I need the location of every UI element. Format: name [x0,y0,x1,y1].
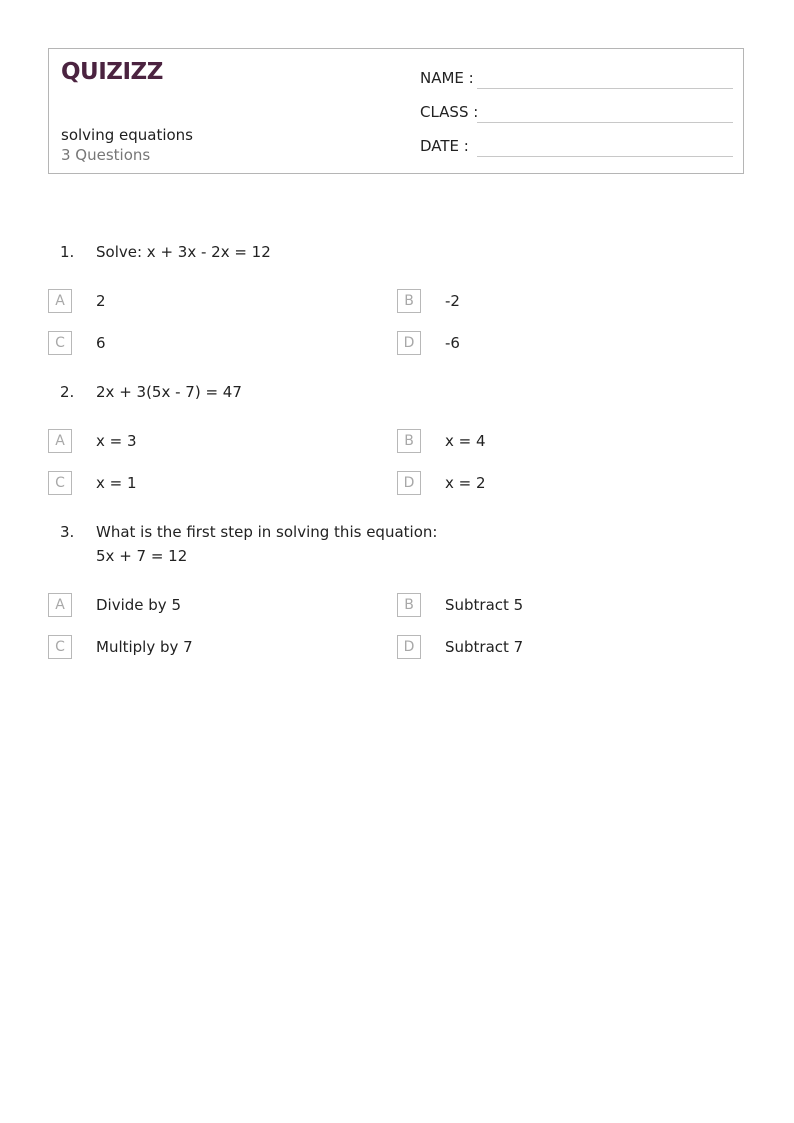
date-field [420,135,733,159]
option-letter-box: B [397,289,421,313]
option-letter-box: D [397,471,421,495]
q3-option-b [397,593,717,617]
option-text: 6 [96,334,106,352]
q1-option-b [397,289,717,313]
option-letter-box: A [48,429,72,453]
quizizz-logo: QUIZIZZ [61,59,163,85]
option-text: x = 3 [96,432,137,450]
q3-option-c [48,635,368,659]
option-text: x = 2 [445,474,486,492]
question-count: 3 Questions [61,146,151,164]
date-label: DATE : [420,137,469,155]
name-field [420,67,733,91]
q2-option-a [48,429,368,453]
q1-option-d [397,331,717,355]
option-letter-box: C [48,635,72,659]
option-letter-box: C [48,471,72,495]
worksheet-header [48,48,744,174]
class-label: CLASS : [420,103,479,121]
question-number: 2. [60,383,75,401]
date-blank-line [477,156,733,157]
option-letter-box: B [397,429,421,453]
option-letter-box: A [48,593,72,617]
option-text: Multiply by 7 [96,638,193,656]
option-text: Subtract 7 [445,638,524,656]
question-text: What is the first step in solving this equation: 5x + 7 = 12 [96,523,438,565]
option-letter-box: A [48,289,72,313]
q2-option-d [397,471,717,495]
option-text: x = 1 [96,474,137,492]
name-label: NAME : [420,69,474,87]
option-text: x = 4 [445,432,486,450]
q3-option-d [397,635,717,659]
q3-option-a [48,593,368,617]
option-text: Divide by 5 [96,596,181,614]
question-number: 1. [60,243,75,261]
class-blank-line [477,122,733,123]
option-letter-box: C [48,331,72,355]
option-text: -2 [445,292,460,310]
class-field [420,101,733,125]
question-text: Solve: x + 3x - 2x = 12 [96,243,271,261]
option-text: -6 [445,334,460,352]
option-text: Subtract 5 [445,596,524,614]
q2-option-b [397,429,717,453]
q1-option-c [48,331,368,355]
option-text: 2 [96,292,106,310]
option-letter-box: D [397,635,421,659]
question-number: 3. [60,523,75,541]
name-blank-line [477,88,733,89]
option-letter-box: B [397,593,421,617]
worksheet-title: solving equations [61,126,193,144]
option-letter-box: D [397,331,421,355]
q1-option-a [48,289,368,313]
question-text: 2x + 3(5x - 7) = 47 [96,383,242,401]
q2-option-c [48,471,368,495]
